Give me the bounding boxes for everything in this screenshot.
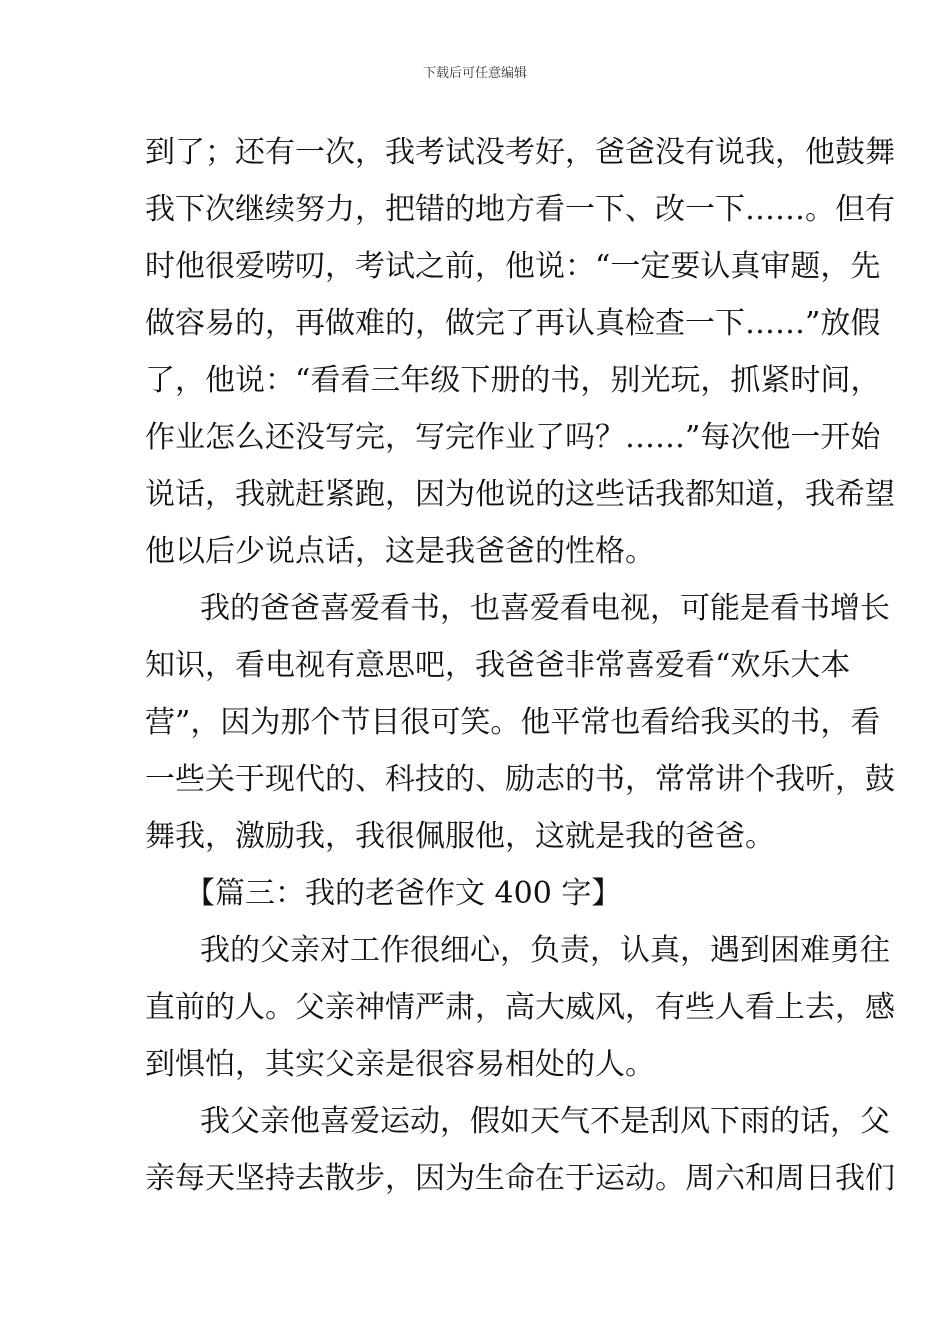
text-line: 到惧怕，其实父亲是很容易相处的人。 xyxy=(145,1047,655,1082)
text-line: 亲每天坚持去散步，因为生命在于运动。周六和周日我们 xyxy=(145,1161,895,1196)
text-line: 我的爸爸喜爱看书，也喜爱看电视，可能是看书增长 xyxy=(200,591,890,626)
document-body xyxy=(145,124,895,1207)
text-line: 舞我，激励我，我很佩服他，这就是我的爸爸。 xyxy=(145,819,775,854)
text-line: 我父亲他喜爱运动，假如天气不是刮风下雨的话，父 xyxy=(200,1104,890,1139)
paragraph-2 xyxy=(145,580,895,865)
text-line: 时他很爱唠叨，考试之前，他说：“一定要认真审题，先 xyxy=(145,249,881,284)
text-line: 我下次继续努力，把错的地方看一下、改一下……。但有 xyxy=(145,192,895,227)
section-heading: 【篇三：我的老爸作文 400 字】 xyxy=(185,876,622,911)
text-line: 一些关于现代的、科技的、励志的书，常常讲个我听，鼓 xyxy=(145,762,895,797)
text-line: 知识，看电视有意思吧，我爸爸非常喜爱看“欢乐大本 xyxy=(145,648,851,683)
paragraph-3 xyxy=(145,922,895,1093)
text-line: 做容易的，再做难的，做完了再认真检查一下……”放假 xyxy=(145,306,881,341)
paragraph-1 xyxy=(145,124,895,580)
text-line: 直前的人。父亲神情严肃，高大威风，有些人看上去，感 xyxy=(145,990,895,1025)
paragraph-4 xyxy=(145,1093,895,1207)
text-line: 他以后少说点话，这是我爸爸的性格。 xyxy=(145,534,655,569)
text-line: 了，他说：“看看三年级下册的书，别光玩，抓紧时间， xyxy=(145,363,881,398)
text-line: 作业怎么还没写完，写完作业了吗？……”每次他一开始 xyxy=(145,420,881,455)
text-line: 营”，因为那个节目很可笑。他平常也看给我买的书，看 xyxy=(145,705,881,740)
text-line: 到了；还有一次，我考试没考好，爸爸没有说我，他鼓舞 xyxy=(145,135,895,170)
text-line: 我的父亲对工作很细心，负责，认真，遇到困难勇往 xyxy=(200,933,890,968)
text-line: 说话，我就赶紧跑，因为他说的这些话我都知道，我希望 xyxy=(145,477,895,512)
page-header-note: 下载后可任意编辑 xyxy=(422,66,527,81)
